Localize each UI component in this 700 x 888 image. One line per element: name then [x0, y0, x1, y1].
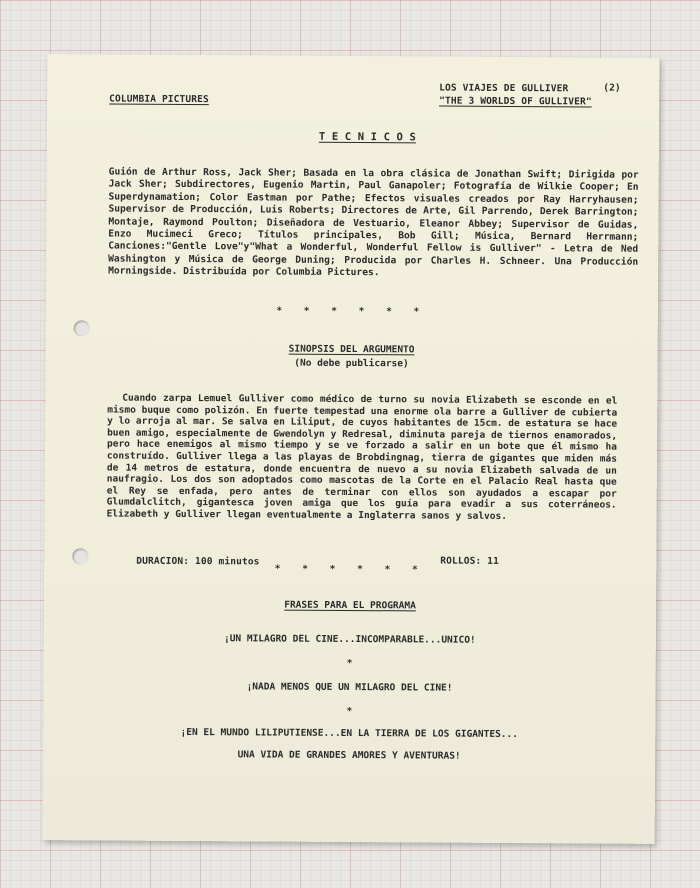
duration: DURACION: 100 minutos [136, 555, 260, 568]
frase-line: ¡NADA MENOS QUE UN MILAGRO DEL CINE! [246, 681, 453, 694]
separator-stars: * * * * * * [274, 563, 426, 576]
sinopsis-heading: SINOPSIS DEL ARGUMENTO [288, 343, 415, 356]
frase-star: * [346, 705, 353, 718]
tecnicos-heading: T E C N I C O S [318, 130, 417, 144]
frases-heading: FRASES PARA EL PROGRAMA [284, 599, 416, 612]
sinopsis-note: (No debe publicarse) [294, 357, 409, 370]
frase-line: ¡UN MILAGRO DEL CINE...INCOMPARABLE...UNICO! [223, 633, 476, 646]
frase-line: UNA VIDA DE GRANDES AMORES Y AVENTURAS! [237, 749, 461, 762]
separator-stars: * * * * * * [276, 305, 428, 318]
frase-line: ¡EN EL MUNDO LILIPUTIENSE...EN LA TIERRA DE LOS GIGANTES... [180, 726, 519, 741]
credits-paragraph: Guión de Arthur Ross, Jack Sher; Basada en la obra clásica de Jonathan Swift; Dirigida por Jack Sher; Subdirectores, Eugenio Martin, Paul Ganapoler; Fotografía de Wilkie Cooper; En Superdynamation; Color Eastman por Pathe; Efectos visuales creados por Ray Harryhausen; Supervisor de Producción, Luis Roberts; Directores de Arte, Gil Parrendo, Derek Barrington; Montaje, Raymond Poulton; Diseñadora de Vestuario, Eleanor Abbey; Supervisor de Guidas, Enzo Mucimeci Greco; Títulos principales, Bob Gill; Música, Bernard Herrmann; Canciones:"Gentle Love"y"What a Wonderful, Wonderful Fellow is Gulliver" - Letra de Ned Washington y Música de George Duning; Producida por Charles H. Schneer. Una Producción Morningside. Distribuída por Columbia Pictures. [108, 166, 639, 279]
document-page [43, 54, 660, 844]
page-number: (2) [603, 82, 621, 94]
title-english: "THE 3 WORLDS OF GULLIVER" [439, 95, 592, 108]
binder-hole [74, 320, 90, 336]
frase-star: * [346, 657, 353, 670]
studio-name: COLUMBIA PICTURES [109, 93, 209, 106]
reels: ROLLOS: 11 [440, 555, 500, 567]
synopsis-paragraph: Cuando zarpa Lemuel Gulliver como médico de turno su novia Elizabeth se esconde en el mismo buque como polizón. En fuerte tempestad una enorme ola barre a Gulliver de cubierta y lo arroja al mar. Se salva en Liliput, de cuyos habitantes de 15cm. de estatura se hace buen amigo, especialmente de Gwendolyn y Redresal, diminuta pareja de tiernos enamorados, pero hace enemigos al mismo tiempo y se ve forzado a salir en un bote que él mismo ha construído. Gulliver llega a las playas de Brobdingnag, tierra de gigantes que miden más de 14 metros de estatura, donde encuentra de nuevo a su novia Elizabeth salvada de un naufragio. Los dos son adoptados como mascotas de la Corte en el Palacio Real hasta que el Rey se enfada, pero antes de terminar con ellos son ayudados a escapar por Glumdalclitch, gigantesca joven amiga que los guía para evadir a sus coterráneos. Elizabeth y Gulliver llegan eventualmente a Inglaterra sanos y salvos. [106, 392, 618, 522]
title-spanish: LOS VIAJES DE GULLIVER [439, 82, 569, 95]
